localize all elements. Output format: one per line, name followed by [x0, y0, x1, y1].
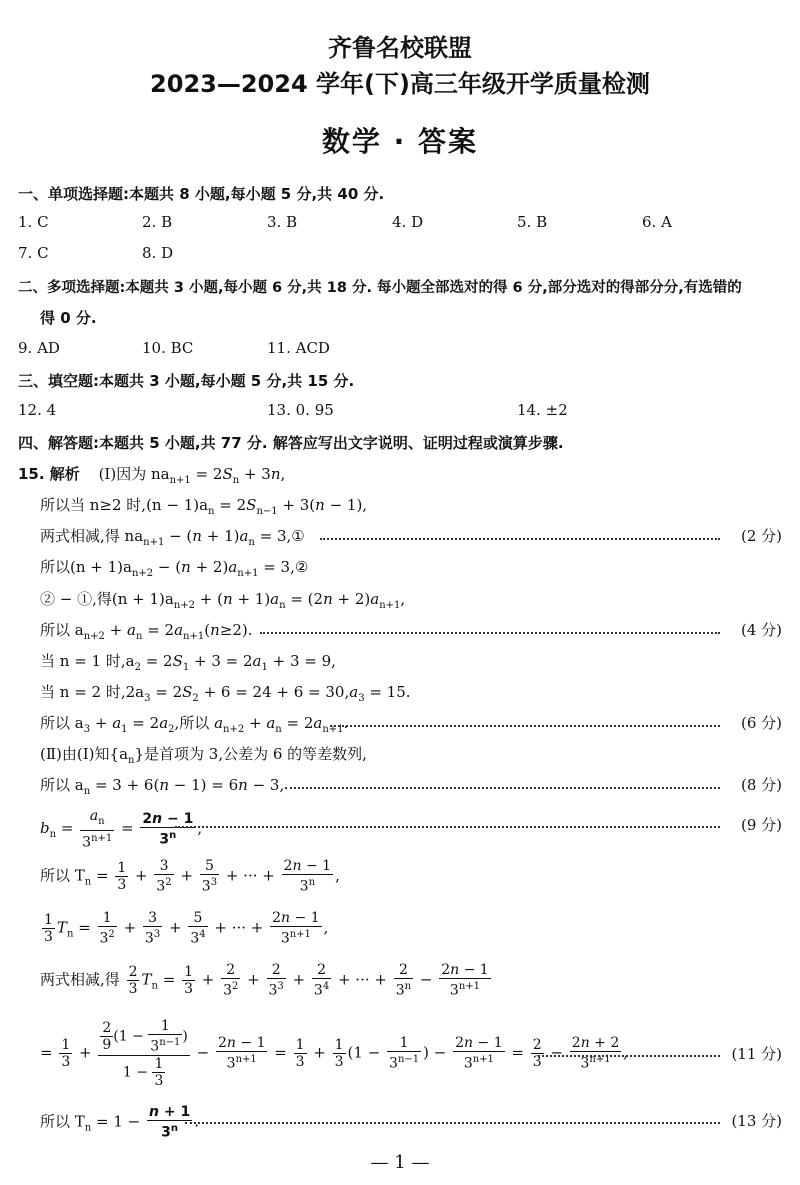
score-4: (4 分)	[740, 621, 782, 639]
score-8: (8 分)	[740, 776, 782, 794]
solution-line-1: 15. 解析 (Ⅰ)因为 $na_{n+1} = 2S_n + 3n$,	[18, 465, 286, 486]
solution-text-9: 所以 a	[40, 714, 84, 732]
solution-line-14: $\frac{1}{3}$ $T_n$ = $\frac{1}{3^2}$ + $\frac{3}{3^3}$ + $\frac{5}{3^4}$ + ··· + $\frac{2n - 1}{3^{n+1}}$ ,	[44, 910, 329, 947]
section-1-title: 一、单项选择题:本题共 8 小题,每小题 5 分,共 40 分.	[18, 185, 385, 203]
solution-text-5: ② − ①,得(n + 1)a	[40, 590, 174, 608]
answer-12: 12. 4	[18, 401, 57, 419]
solution-line-11: 所以 $a_n = 3 + 6(n - 1) = 6n - 3$,	[40, 776, 285, 797]
solution-line-9: 所以 $a_3 + a_1 = 2a_2$,所以 $a_{n+2} + a_n = 2a_{n+1}$.	[40, 714, 349, 735]
section-3-title: 三、填空题:本题共 3 小题,每小题 5 分,共 15 分.	[18, 372, 355, 390]
solution-line-17: 所以 $T_n = 1$ − $\frac{n + 1}{3^n}$ .	[40, 1104, 199, 1141]
answer-5: 5. B	[517, 213, 548, 231]
solution-text-6: 所以 a	[40, 621, 84, 639]
solution-line-2: 所以当 n≥2 时$,(n - 1)a_n = 2S_{n-1} + 3(n - 1)$,	[40, 496, 368, 517]
solution-text-10: (Ⅱ)由(Ⅰ)知{a	[40, 745, 129, 763]
solution-line-8: 当 n = 2 时$,2a_3 = 2S_2 + 6 = 24 + 6 = 30,a_3 = 15$.	[40, 683, 411, 704]
answer-2: 2. B	[142, 213, 173, 231]
section-2-title: 二、多项选择题:本题共 3 小题,每小题 6 分,共 18 分. 每小题全部选对的得 6 分,部分选对的得部分分,有选错的	[18, 280, 742, 296]
answer-7: 7. C	[18, 244, 49, 262]
answer-13: 13. 0. 95	[267, 401, 334, 419]
dotted-leader	[175, 826, 720, 828]
score-13: (13 分)	[731, 1112, 782, 1130]
score-11: (11 分)	[731, 1045, 782, 1063]
solution-text-8: 当 n = 2 时,2a	[40, 683, 145, 701]
solution-line-16: = $\frac{1}{3}$ + $\frac{2}{9}$ (1 − $\frac{1}{3^{n-1}}$ ) 1 − $\frac{1}{3}$ − $\frac{2n - 1}{3^{n+1}}$ = $\frac{1}{3}$ + $\frac{1}{3}$ (1 − $\frac{1}{3^{n-1}}$ ) − $\frac{2n - 1}{3^{n+1}}$ = $\frac{2}{3}$ − $\frac{2n + 2}{3^{n+1}}$ ,	[40, 1018, 629, 1089]
solution-line-5: ② − ①,得$(n + 1)a_{n+2} + (n + 1)a_n = (2n + 2)a_{n+1}$,	[40, 590, 406, 611]
dotted-leader	[538, 1055, 720, 1057]
solution-text-7: 当 n = 1 时,a	[40, 652, 135, 670]
solution-line-4: 所以$(n + 1)a_{n+2} - (n + 2)a_{n+1}$ = 3,②	[40, 558, 309, 579]
solution-text-11: 所以 a	[40, 776, 84, 794]
solution-label: 15. 解析	[18, 465, 80, 483]
solution-text-13: 所以 T	[40, 866, 85, 885]
section-2-title-cont: 得 0 分.	[40, 309, 97, 327]
score-2: (2 分)	[740, 527, 782, 545]
answer-4: 4. D	[392, 213, 424, 231]
dotted-leader	[185, 1122, 720, 1124]
solution-text-15: 两式相减,得	[40, 970, 120, 989]
answer-6: 6. A	[642, 213, 672, 231]
org-title: 齐鲁名校联盟	[328, 34, 472, 62]
solution-text-3: 两式相减,得 na	[40, 527, 144, 545]
b-symbol: b	[40, 819, 50, 838]
answer-14: 14. ±2	[517, 401, 568, 419]
answer-1: 1. C	[18, 213, 49, 231]
score-9: (9 分)	[740, 816, 782, 834]
solution-line-13: 所以 $T_n$ = $\frac{1}{3}$ + $\frac{3}{3^2}$ + $\frac{5}{3^3}$ + ··· + $\frac{2n - 1}{3^n}$ ,	[40, 858, 340, 895]
dotted-leader	[260, 632, 720, 634]
subject-title: 数学 · 答案	[321, 125, 479, 158]
dotted-leader	[320, 538, 720, 540]
solution-text-1: (Ⅰ)因为 na	[98, 465, 170, 483]
solution-line-7: 当 n = 1 时$,a_2 = 2S_1 + 3 = 2a_1 + 3 = 9$,	[40, 652, 336, 673]
solution-line-15: 两式相减,得 $\frac{2}{3}$ $T_n$ = $\frac{1}{3}$ + $\frac{2}{3^2}$ + $\frac{2}{3^3}$ + $\frac{2}{3^4}$ + ··· + $\frac{2}{3^n}$ − $\frac{2n - 1}{3^{n+1}}$	[40, 962, 489, 999]
score-6: (6 分)	[740, 714, 782, 732]
answer-9: 9. AD	[18, 339, 60, 357]
dotted-leader	[330, 725, 720, 727]
solution-line-10: (Ⅱ)由(Ⅰ)知$\{a_n\}$是首项为 3,公差为 6 的等差数列,	[40, 745, 367, 766]
solution-line-3: 两式相减,得 $na_{n+1} - (n + 1)a_n$ = 3,①	[40, 527, 305, 548]
page-number: — 1 —	[370, 1152, 430, 1173]
section-4-title: 四、解答题:本题共 5 小题,共 77 分. 解答应写出文字说明、证明过程或演算步骤.	[18, 434, 564, 452]
solution-text-2: 所以当 n≥2 时,(n − 1)a	[40, 496, 209, 514]
exam-title: 2023—2024 学年(下)高三年级开学质量检测	[150, 70, 650, 98]
answer-3: 3. B	[267, 213, 298, 231]
answer-8: 8. D	[142, 244, 174, 262]
answer-10: 10. BC	[142, 339, 194, 357]
dotted-leader	[285, 787, 720, 789]
solution-text-4: 所以(n + 1)a	[40, 558, 132, 576]
solution-line-12: $b_n$ = $\frac{a_n}{3^{n+1}}$ = $\frac{2n - 1}{3^n}$ ,	[40, 808, 203, 851]
solution-line-6: 所以 $a_{n+2} + a_n = 2a_{n+1}(n\ge 2)$.	[40, 621, 253, 642]
solution-text-17: 所以 T	[40, 1112, 85, 1131]
answer-11: 11. ACD	[267, 339, 330, 357]
